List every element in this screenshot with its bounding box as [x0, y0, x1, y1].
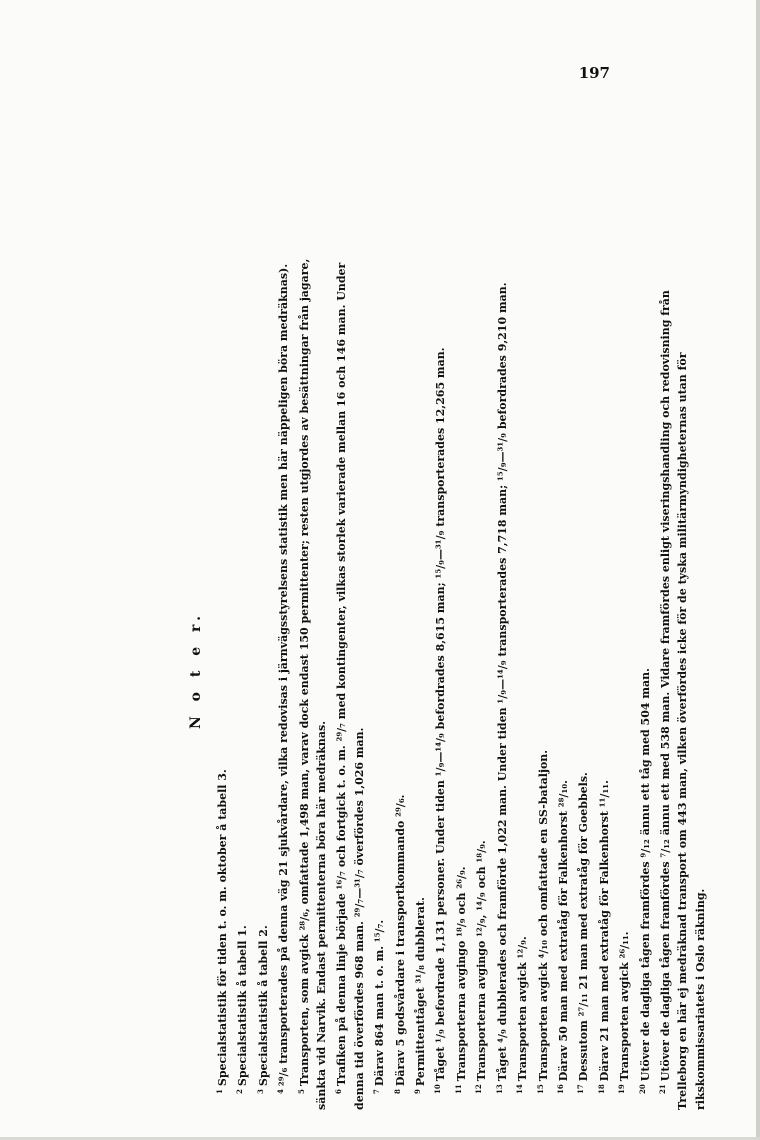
footnote-17 — [572, 230, 592, 1110]
footnote-number: 5 — [296, 1089, 306, 1094]
footnote-text: Transporten avgick ¹²/₉. — [516, 936, 530, 1082]
footnote-text: Tåget ¹/₉ befordrade 1,131 personer. Under tiden ¹/₉—¹⁴/₉ befordrades 8,615 man; ¹⁵/₉—³¹/₉ transporterades 12,265 man. — [434, 347, 448, 1082]
footnote-18 — [593, 230, 613, 1110]
footnote-text: Trafiken på denna linje började ¹⁶/₇ och fortgick t. o. m. ²⁹/₇ med kontingenter, vilkas storlek varierade mellan 16 och 146 man. Under denna tid överfördes 968 man. ²⁹/₇—³¹/₇ överfördes 1,026 man. — [335, 262, 366, 1110]
footnote-5 — [293, 230, 331, 1110]
footnote-text: Utöver de dagliga tågen framfördes ⁹/₁₂ ännu ett tåg med 504 man. — [638, 668, 652, 1082]
footnote-19 — [613, 230, 633, 1110]
footnote-text: Utöver de dagliga tågen framfördes ⁷/₁₂ ännu ett med 538 man. Vidare framfördes enligt viseringshandling och redovisning från Trelleborg en här ej medräknad transport om 443 man, vilken överfördes icke för de tyska militärmyndigheternas utan för rikskommissariatets i Oslo räkning. — [658, 290, 707, 1110]
footnote-text: Transporterna avgingo ¹²/₉, ¹⁴/₉ och ¹⁸/₉. — [475, 840, 489, 1082]
footnote-text: Därav 864 man t. o. m. ¹⁵/₇. — [373, 919, 387, 1087]
footnote-3 — [252, 230, 272, 1110]
footnote-text: Transporten avgick ⁴/₁₀ och omfattade en SS-bataljon. — [536, 749, 550, 1082]
footnote-number: 14 — [515, 1084, 525, 1094]
footnote-number: 12 — [474, 1084, 484, 1094]
footnote-number: 7 — [372, 1089, 382, 1094]
footnote-number: 2 — [235, 1089, 245, 1094]
footnote-15 — [532, 230, 552, 1110]
notes-list — [211, 230, 709, 1110]
footnote-2 — [231, 230, 251, 1110]
footnote-number: 10 — [433, 1084, 443, 1094]
footnote-text: Specialstatistik å tabell 1. — [236, 925, 250, 1087]
footnote-number: 4 — [276, 1089, 286, 1094]
scan-edge — [756, 0, 760, 1140]
footnote-9 — [409, 230, 429, 1110]
footnote-21 — [654, 230, 709, 1110]
footnote-8 — [389, 230, 409, 1110]
footnote-number: 20 — [637, 1084, 647, 1094]
footnote-number: 3 — [255, 1089, 265, 1094]
footnote-number: 9 — [413, 1089, 423, 1094]
footnote-4 — [272, 230, 292, 1110]
footnote-7 — [368, 230, 388, 1110]
footnote-text: Permittenttåget ³¹/₈ dubblerat. — [414, 897, 428, 1087]
footnote-6 — [330, 230, 368, 1110]
footnote-number: 21 — [657, 1084, 667, 1094]
footnote-number: 16 — [555, 1084, 565, 1094]
footnote-number: 13 — [494, 1084, 504, 1094]
footnote-number: 18 — [596, 1084, 606, 1094]
footnote-11 — [450, 230, 470, 1110]
footnote-number: 15 — [535, 1084, 545, 1094]
footnote-text: Därav 21 man med extratåg för Falkenhorst ¹¹/₁₁. — [597, 780, 611, 1082]
page-number: 197 — [578, 64, 610, 82]
footnote-number: 1 — [215, 1089, 224, 1094]
footnote-number: 17 — [576, 1084, 586, 1094]
footnote-16 — [552, 230, 572, 1110]
footnote-number: 19 — [617, 1084, 627, 1094]
footnote-text: Tåget ⁴/₉ dubblerades och framförde 1,022 man. Under tiden ¹/₉—¹⁴/₉ transporterades 7,718 man; ¹⁵/₉—³¹/₉ befordrades 9,210 man. — [495, 282, 509, 1082]
footnote-text: Dessutom ²⁷/₁₁ 21 man med extratåg för Goebbels. — [577, 772, 591, 1082]
footnote-text: ²⁹/₆ transporterades på denna väg 21 sjukvårdare, vilka redovisas i järnvägsstyrelsens statistik men här näppeligen böra medräknas). — [277, 263, 291, 1087]
footnote-text: Därav 5 godsvårdare i transportkommando ²⁹/₆. — [393, 794, 407, 1087]
footnote-text: Transporten, som avgick ²⁸/₆, omfattade 1,498 man, varav dock endast 150 permittenter; resten utgjordes av besättningar från jagare, sänkta vid Narvik. Endast permittenterna böra här medräknas. — [297, 258, 329, 1110]
footnote-1 — [211, 230, 231, 1110]
footnote-text: Specialstatistik för tiden t. o. m. oktober å tabell 3. — [216, 769, 229, 1087]
footnote-12 — [470, 230, 490, 1110]
footnote-10 — [429, 230, 449, 1110]
footnote-number: 6 — [334, 1089, 344, 1094]
footnote-text: Därav 50 man med extratåg för Falkenhorst ²⁸/₁₀. — [556, 780, 570, 1082]
notes-heading: N o t e r. — [188, 611, 204, 729]
notes-section — [185, 230, 707, 1110]
footnote-number: 8 — [392, 1089, 402, 1094]
footnote-20 — [634, 230, 654, 1110]
footnote-13 — [491, 230, 511, 1110]
footnote-text: Specialstatistik å tabell 2. — [256, 925, 270, 1087]
footnote-number: 11 — [453, 1084, 463, 1094]
footnote-text: Transporterna avgingo ¹⁸/₉ och ²⁶/₉. — [454, 866, 468, 1082]
footnote-text: Transporten avgick ²⁶/₁₁. — [618, 931, 632, 1082]
footnote-14 — [511, 230, 531, 1110]
